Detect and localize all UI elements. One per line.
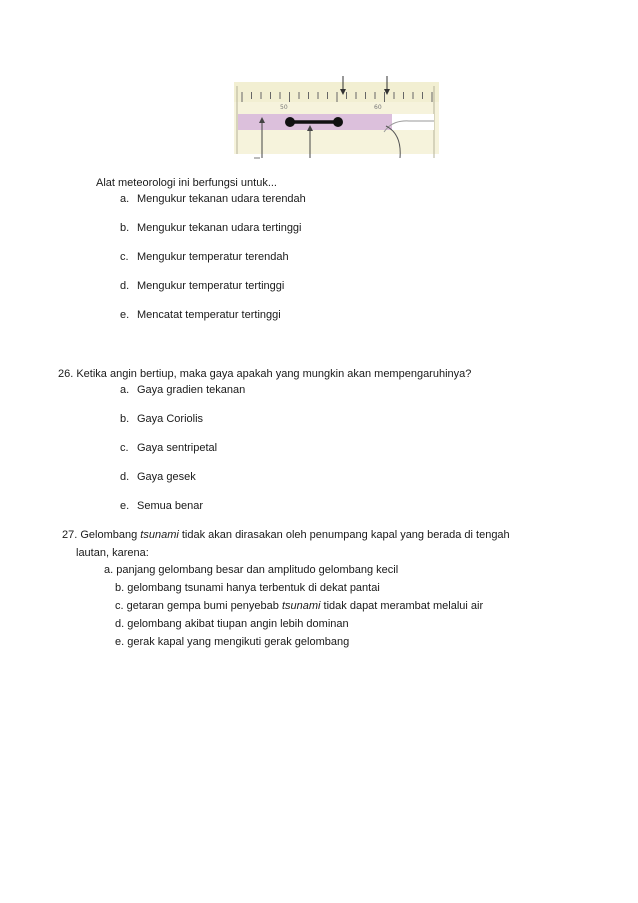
q25-stem: Alat meteorologi ini berfungsi untuk... [96,177,277,189]
q27-option-c[interactable] [115,600,483,612]
q25-option-e[interactable]: Mencatat temperatur tertinggi [137,309,281,321]
q27-option-c-suffix: tidak dapat merambat melalui air [320,600,484,612]
q26-option-b-letter: b. [120,413,130,425]
q27-option-d[interactable]: d. gelombang akibat tiupan angin lebih dominan [115,618,349,630]
thermometer-scale-icon [234,74,444,162]
q25-option-b-letter: b. [120,222,130,234]
q27-option-c-prefix: c. getaran gempa bumi penyebab [115,600,282,612]
q25-option-d-letter: d. [120,280,130,292]
q25-option-a[interactable]: Mengukur tekanan udara terendah [137,193,306,205]
q27-stem-line2: lautan, karena: [76,547,149,559]
q26-option-e[interactable]: Semua benar [137,500,204,512]
q27-stem-italic: tsunami [140,529,179,541]
thermometer-scale-figure [234,74,444,162]
q25-option-c[interactable]: Mengukur temperatur terendah [137,251,289,263]
tick-label-50: 50 [280,104,288,111]
q27-stem [62,528,510,542]
q25-option-a-letter: a. [120,193,130,205]
q26-stem: 26. Ketika angin bertiup, maka gaya apakah yang mungkin akan mempengaruhinya? [58,368,472,380]
q25-option-b[interactable]: Mengukur tekanan udara tertinggi [137,222,302,234]
q27-option-a[interactable]: a. panjang gelombang besar dan amplitudo gelombang kecil [104,564,399,576]
q27-option-e[interactable]: e. gerak kapal yang mengikuti gerak gelombang [115,636,350,648]
q27-stem-prefix: 27. Gelombang [62,529,141,541]
q27-option-c-italic: tsunami [281,600,321,612]
q26-option-c-letter: c. [120,442,129,454]
q26-option-d[interactable]: Gaya gesek [137,471,196,483]
q26-option-c[interactable]: Gaya sentripetal [137,442,218,454]
q26-option-b[interactable]: Gaya Coriolis [137,413,204,425]
q25-option-e-letter: e. [120,309,130,321]
q25-option-c-letter: c. [120,251,129,263]
q26-option-d-letter: d. [120,471,130,483]
tick-label-60: 60 [374,104,382,111]
q27-option-b[interactable]: b. gelombang tsunami hanya terbentuk di dekat pantai [115,582,380,594]
q26-option-a[interactable]: Gaya gradien tekanan [137,384,246,396]
q26-option-a-letter: a. [120,384,130,396]
q27-stem-suffix: tidak akan dirasakan oleh penumpang kapal yang berada di tengah [178,529,510,541]
q25-option-d[interactable]: Mengukur temperatur tertinggi [137,280,285,292]
q26-option-e-letter: e. [120,500,130,512]
